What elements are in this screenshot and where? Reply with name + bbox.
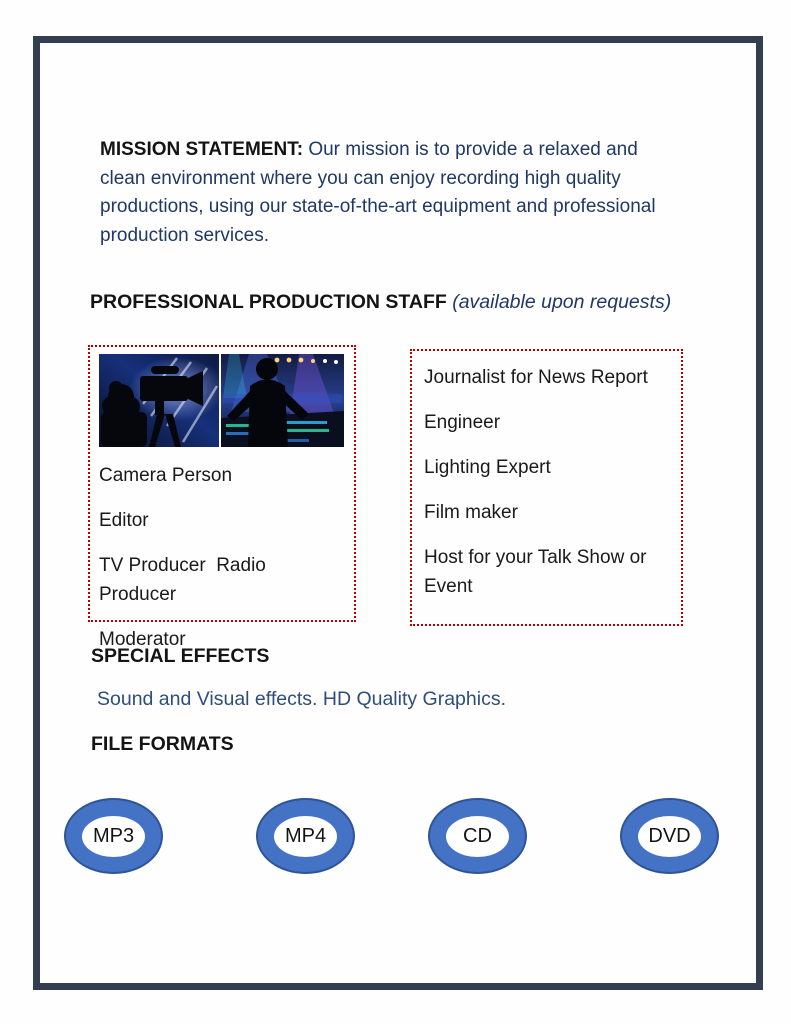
- staff-heading-text: PROFESSIONAL PRODUCTION STAFF: [90, 291, 453, 313]
- staff-heading-note: (available upon requests): [452, 291, 672, 313]
- format-oval-dvd: [620, 798, 719, 874]
- left-box-role-list: [99, 461, 345, 654]
- role-editor: Editor: [99, 510, 149, 531]
- format-label-mp4: MP4: [274, 816, 337, 857]
- role-moderator: Moderator: [99, 629, 186, 650]
- mixing-desk-panel: [221, 354, 344, 447]
- role-engineer: Engineer: [424, 412, 501, 433]
- role-host: Host for your Talk Show or Event: [424, 547, 652, 597]
- role-film-maker: Film maker: [424, 502, 518, 523]
- production-photo: [99, 354, 344, 447]
- right-box-role-list: [424, 363, 669, 601]
- format-label-mp3: MP3: [82, 816, 145, 857]
- mission-statement-body: Our mission is to provide a relaxed and clean environment where you can enjoy recording high quality productions, using our state-of-the-art equipment and professional production services.: [100, 139, 656, 246]
- role-journalist: Journalist for News Report: [424, 367, 648, 388]
- format-label-dvd: DVD: [638, 816, 701, 857]
- mission-statement: [100, 136, 685, 250]
- special-effects-heading: SPECIAL EFFECTS: [91, 645, 270, 667]
- staff-right-box: [410, 349, 683, 626]
- special-effects-text: Sound and Visual effects. HD Quality Graphics.: [97, 688, 506, 710]
- file-formats-heading: FILE FORMATS: [91, 733, 234, 755]
- camera-operator-panel: [99, 354, 225, 447]
- mission-statement-label: MISSION STATEMENT:: [100, 139, 304, 160]
- format-oval-mp4: [256, 798, 355, 874]
- format-label-cd: CD: [446, 816, 509, 857]
- format-oval-cd: [428, 798, 527, 874]
- role-camera-person: Camera Person: [99, 465, 233, 486]
- staff-left-box: [88, 345, 356, 650]
- role-lighting-expert: Lighting Expert: [424, 457, 551, 478]
- staff-section-heading: [90, 291, 730, 314]
- format-oval-mp3: [64, 798, 163, 874]
- role-tv-radio-producer: TV Producer Radio Producer: [99, 555, 272, 605]
